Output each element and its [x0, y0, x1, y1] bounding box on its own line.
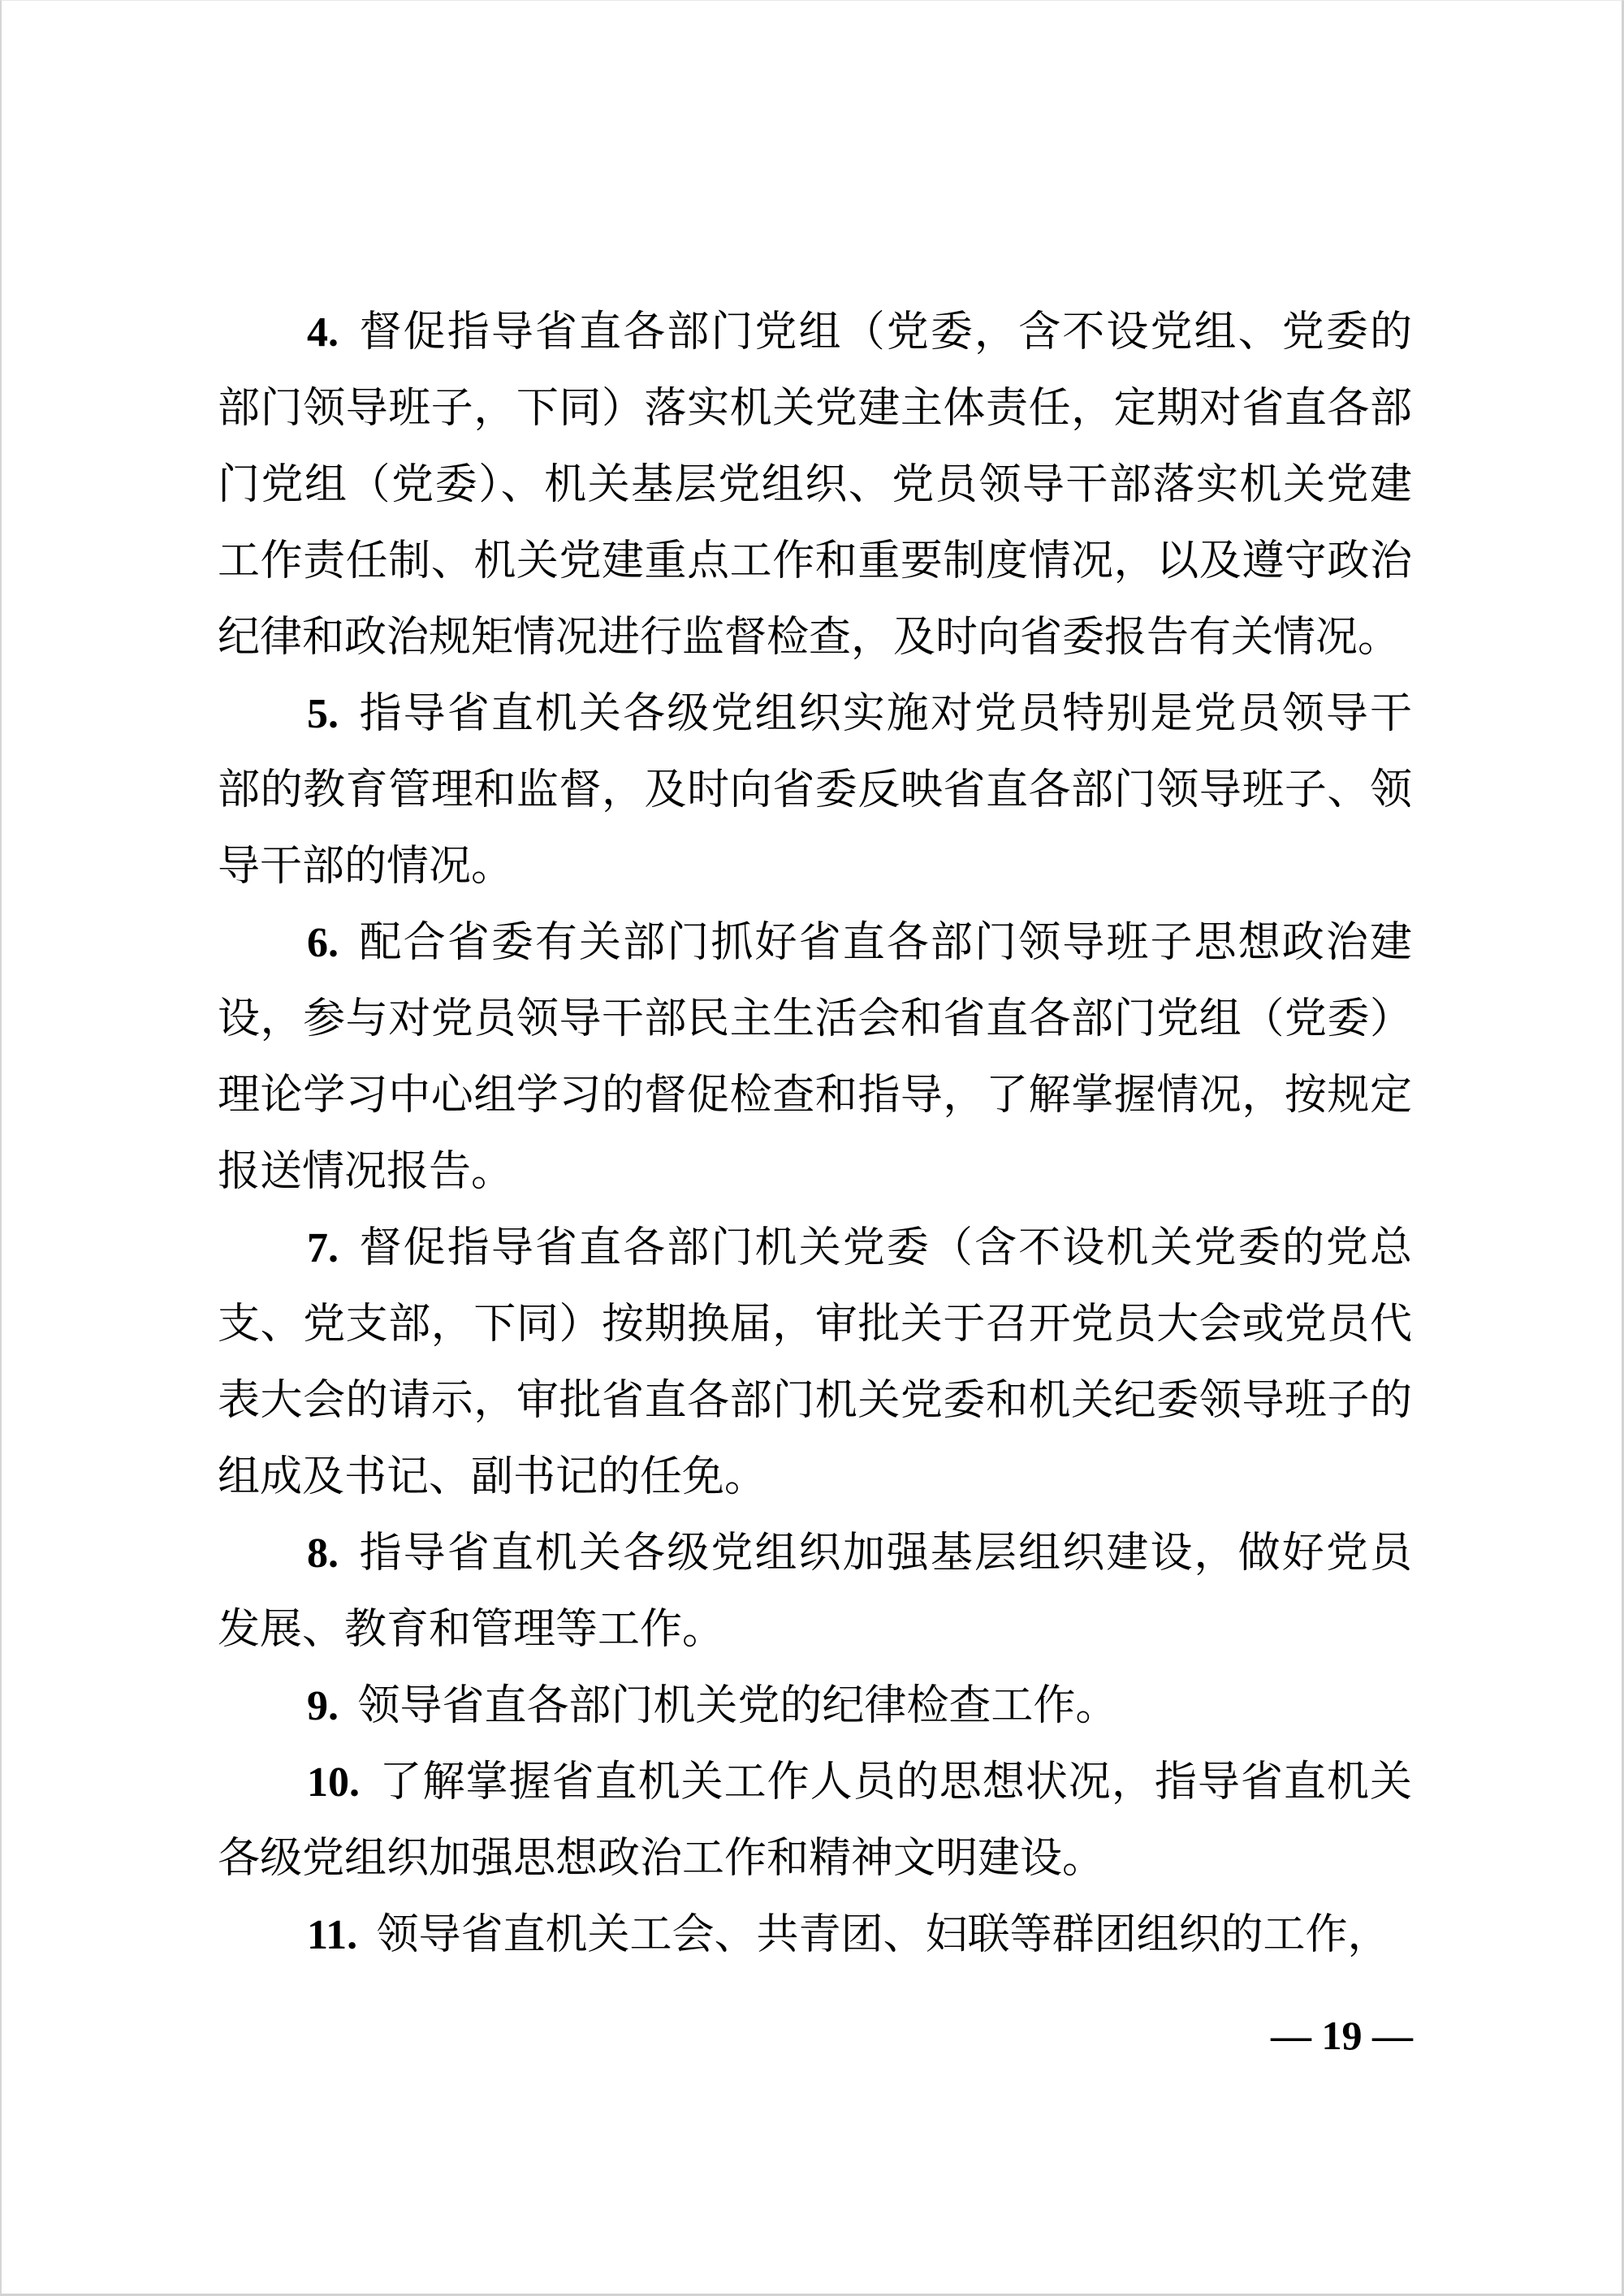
paragraph-number: 8. [307, 1530, 339, 1577]
page-number: — 19 — [1271, 2013, 1413, 2058]
paragraph-text: 领导省直各部门机关党的纪律检查工作。 [357, 1683, 1118, 1729]
paragraph-number: 5. [307, 691, 339, 737]
paragraph-text: 指导省直机关各级党组织加强基层组织建设，做好党员发展、教育和管理等工作。 [218, 1530, 1412, 1653]
paragraph-text: 督促指导省直各部门机关党委（含不设机关党委的党总支、党支部，下同）按期换届，审批关于召开党员大会或党员代表大会的请示，审批省直各部门机关党委和机关纪委领导班子的组成及书记、副书记的任免。 [218, 1225, 1412, 1500]
body-text [218, 295, 1412, 1974]
paragraph-10 [218, 1745, 1412, 1897]
paragraph-4 [218, 295, 1412, 676]
paragraph-text: 领导省直机关工会、共青团、妇联等群团组织的工作， [376, 1912, 1390, 1958]
paragraph-number: 11. [307, 1912, 358, 1958]
paragraph-text: 指导省直机关各级党组织实施对党员特别是党员领导干部的教育管理和监督，及时向省委反映省直各部门领导班子、领导干部的情况。 [218, 691, 1412, 890]
paragraph-number: 6. [307, 920, 339, 966]
paragraph-7 [218, 1211, 1412, 1516]
paragraph-11 [218, 1897, 1412, 1974]
paragraph-text: 督促指导省直各部门党组（党委，含不设党组、党委的部门领导班子，下同）落实机关党建主体责任，定期对省直各部门党组（党委）、机关基层党组织、党员领导干部落实机关党建工作责任制、机关党建重点工作和重要制度情况，以及遵守政治纪律和政治规矩情况进行监督检查，及时向省委报告有关情况。 [218, 309, 1412, 661]
paragraph-9 [218, 1668, 1412, 1745]
paragraph-number: 4. [307, 309, 339, 356]
paragraph-8 [218, 1516, 1412, 1668]
paragraph-number: 7. [307, 1225, 339, 1271]
paragraph-text: 配合省委有关部门抓好省直各部门领导班子思想政治建设，参与对党员领导干部民主生活会和省直各部门党组（党委）理论学习中心组学习的督促检查和指导，了解掌握情况，按规定报送情况报告。 [218, 920, 1412, 1195]
paragraph-text: 了解掌握省直机关工作人员的思想状况，指导省直机关各级党组织加强思想政治工作和精神文明建设。 [218, 1759, 1412, 1882]
paragraph-number: 9. [307, 1683, 339, 1729]
paragraph-6 [218, 905, 1412, 1211]
paragraph-5 [218, 676, 1412, 905]
paragraph-number: 10. [307, 1759, 360, 1806]
